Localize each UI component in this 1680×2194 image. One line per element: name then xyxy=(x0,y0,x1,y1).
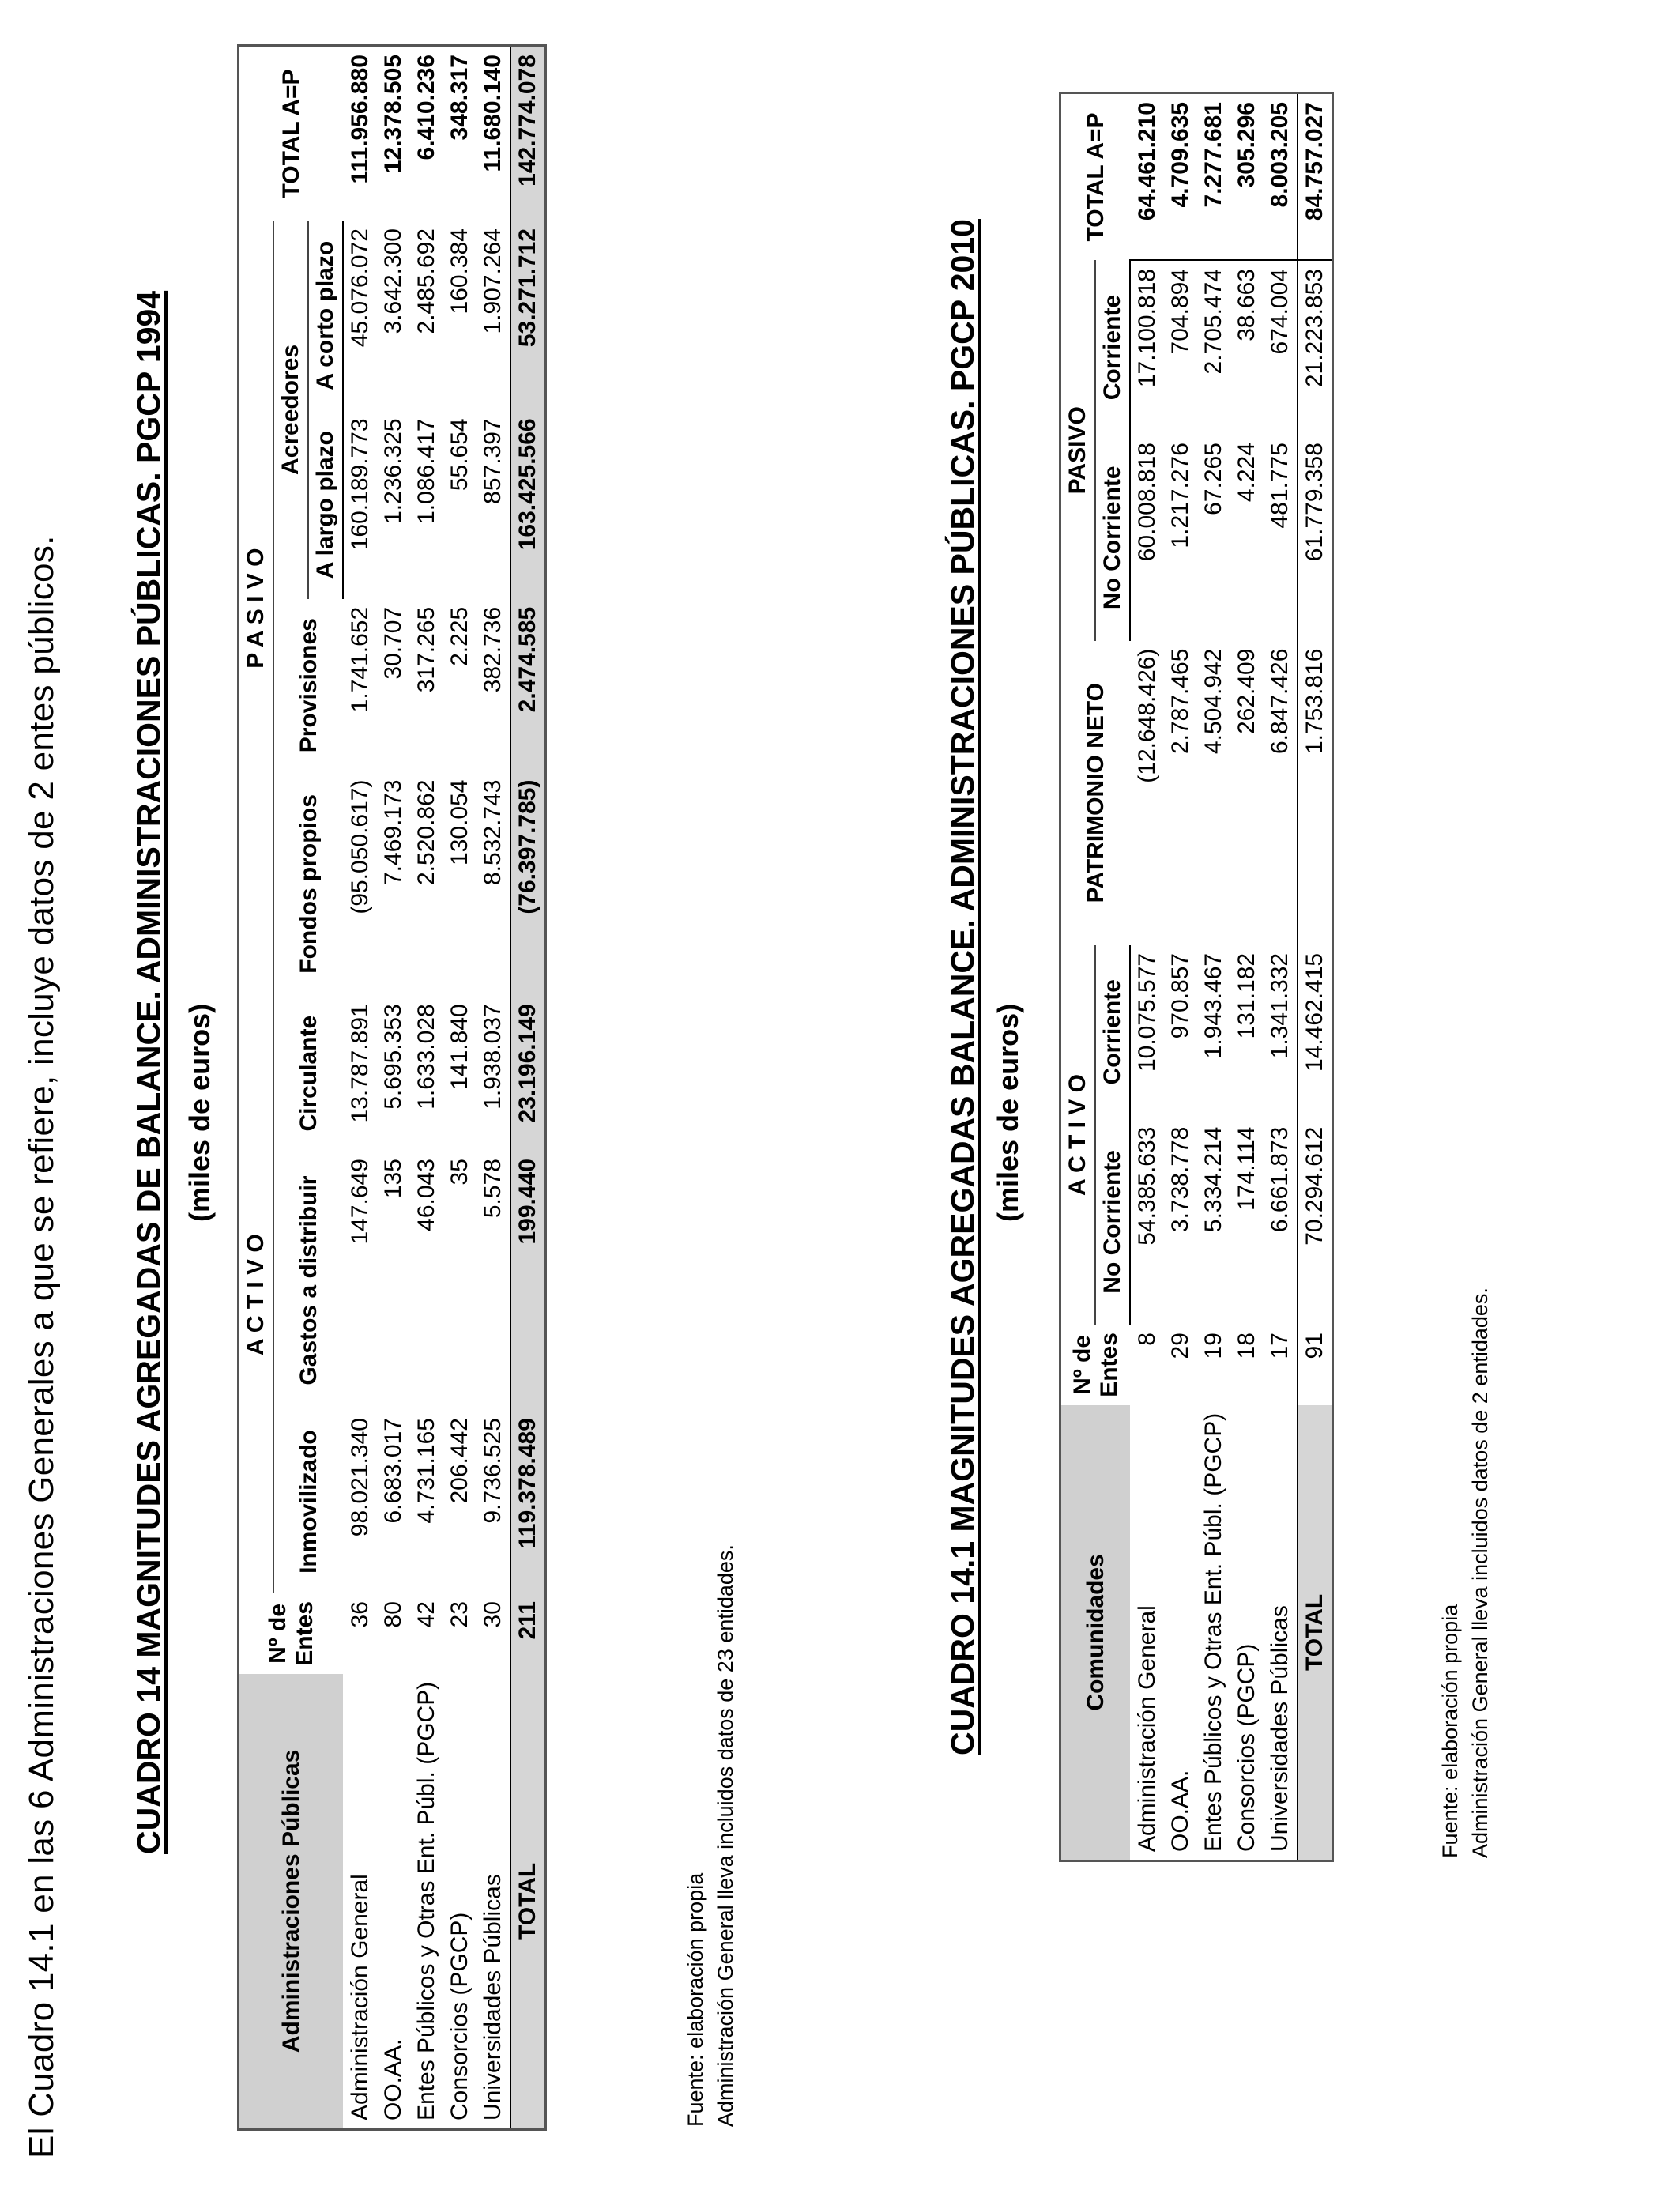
table-row xyxy=(1264,93,1298,1861)
cell: 6.683.017 xyxy=(380,1418,406,1524)
cell: 18 xyxy=(1234,1333,1260,1359)
cell: 6.410.236 xyxy=(413,55,439,160)
cell: 9.736.525 xyxy=(480,1418,506,1524)
cell: 674.004 xyxy=(1267,269,1293,355)
header-comunidades: Comunidades xyxy=(1060,1405,1131,1861)
cell: 80 xyxy=(380,1601,406,1628)
cell: 67.265 xyxy=(1200,443,1226,515)
cell: 7.469.173 xyxy=(380,779,406,885)
cell: 8.003.205 xyxy=(1264,93,1298,261)
cell: 60.008.818 xyxy=(1134,443,1160,562)
total-row xyxy=(1298,93,1333,1861)
cell: 70.294.612 xyxy=(1298,1119,1333,1325)
cell: 21.223.853 xyxy=(1298,260,1333,435)
row-label: Universidades Públicas xyxy=(1267,1605,1293,1852)
cell: 1.741.652 xyxy=(346,606,373,713)
cell: 1.236.325 xyxy=(380,418,406,524)
cell: 36 xyxy=(346,1601,373,1628)
header-entes: Nº de Entes xyxy=(1068,1333,1122,1397)
header-activo-no-corriente: No Corriente xyxy=(1095,1119,1130,1325)
table-row xyxy=(1164,93,1197,1861)
row-label: TOTAL xyxy=(1298,1405,1333,1861)
cell: (95.050.617) xyxy=(346,779,373,914)
cell: 857.397 xyxy=(480,418,506,504)
cell: 55.654 xyxy=(446,418,473,492)
table1 xyxy=(237,44,547,2131)
table-row xyxy=(1197,93,1230,1861)
table-row xyxy=(343,46,377,2130)
cell: 64.461.210 xyxy=(1130,93,1164,261)
cell: 12.378.505 xyxy=(380,55,406,174)
header-patrimonio: PATRIMONIO NETO xyxy=(1082,683,1109,903)
cell: 8.532.743 xyxy=(480,779,506,885)
row-label: Consorcios (PGCP) xyxy=(1234,1643,1260,1852)
cell: 4.731.165 xyxy=(413,1418,439,1524)
cell: 481.775 xyxy=(1267,443,1293,529)
cell: 2.705.474 xyxy=(1200,269,1226,375)
header-total: TOTAL A=P xyxy=(1082,112,1109,242)
cell: 382.736 xyxy=(480,606,506,693)
row-label: Universidades Públicas xyxy=(480,1874,506,2120)
cell: 6.661.873 xyxy=(1267,1126,1293,1233)
cell: 317.265 xyxy=(413,606,439,693)
cell: 119.378.489 xyxy=(510,1410,546,1593)
table2-source: Fuente: elaboración propia xyxy=(1438,1604,1462,1858)
cell: 91 xyxy=(1298,1325,1333,1405)
cell: 2.787.465 xyxy=(1167,648,1193,755)
table1-subtitle: (miles de euros) xyxy=(183,1003,216,1222)
header-inmovilizado: Inmovilizado xyxy=(295,1430,322,1574)
cell: 1.633.028 xyxy=(413,1004,439,1110)
cell: (12.648.426) xyxy=(1133,648,1160,783)
header-pasivo-corriente: Corriente xyxy=(1095,260,1130,435)
row-label: Entes Públicos y Otras Ent. Públ. (PGCP) xyxy=(1200,1412,1226,1852)
cell: (76.397.785) xyxy=(510,772,546,997)
row-label: OO.AA. xyxy=(1167,1770,1193,1852)
cell: 211 xyxy=(510,1593,546,1674)
cell: 2.520.862 xyxy=(413,779,439,885)
cell: 7.277.681 xyxy=(1197,93,1230,261)
header-circulante: Circulante xyxy=(295,1015,322,1132)
cell: 2.485.692 xyxy=(413,228,439,334)
table-row xyxy=(443,46,477,2130)
table2-footnote: Administración General lleva incluidos datos de 2 entidades. xyxy=(1468,1287,1492,1858)
header-largo: A largo plazo xyxy=(308,410,343,598)
cell: 5.578 xyxy=(480,1159,506,1219)
cell: 23.196.149 xyxy=(510,996,546,1151)
cell: 1.753.816 xyxy=(1298,641,1333,945)
table-row xyxy=(1130,93,1164,1861)
cell: 17 xyxy=(1267,1333,1293,1359)
header-pasivo: P A S I V O xyxy=(239,221,274,996)
header-admin: Administraciones Públicas xyxy=(239,1674,344,2130)
cell: 1.086.417 xyxy=(413,418,439,524)
header-acreedores: Acreedores xyxy=(273,221,308,599)
cell: 14.462.415 xyxy=(1298,945,1333,1119)
header-activo: A C T I V O xyxy=(239,996,274,1593)
row-label: Administración General xyxy=(1133,1605,1160,1852)
cell: 970.857 xyxy=(1167,952,1193,1039)
cell: 305.296 xyxy=(1230,93,1264,261)
cell: 348.317 xyxy=(446,55,473,141)
cell: 160.384 xyxy=(446,228,473,315)
row-label: Administración General xyxy=(346,1874,373,2120)
header-fondos: Fondos propios xyxy=(295,794,322,974)
cell: 54.385.633 xyxy=(1134,1126,1160,1246)
cell: 8 xyxy=(1133,1333,1160,1346)
cell: 174.114 xyxy=(1234,1126,1260,1211)
cell: 84.757.027 xyxy=(1298,93,1333,261)
cell: 11.680.140 xyxy=(480,55,506,172)
header-pasivo-no-corriente: No Corriente xyxy=(1095,435,1130,640)
cell: 35 xyxy=(446,1159,473,1186)
cell: 5.695.353 xyxy=(380,1004,406,1110)
cell: 19 xyxy=(1200,1333,1226,1359)
cell: 42 xyxy=(413,1601,439,1628)
cell: 13.787.891 xyxy=(346,1004,373,1123)
cell: 5.334.214 xyxy=(1200,1126,1226,1233)
cell: 17.100.818 xyxy=(1134,269,1160,388)
intro-text: El Cuadro 14.1 en las 6 Administraciones Generales a que se refiere, incluye datos de 2 entes públicos. xyxy=(22,535,61,2158)
table1-footnote: Administración General lleva incluidos datos de 23 entidades. xyxy=(714,1544,737,2127)
cell: 135 xyxy=(380,1159,406,1199)
table-row xyxy=(477,46,510,2130)
cell: 30.707 xyxy=(380,606,406,680)
cell: 111.956.880 xyxy=(346,55,373,184)
cell: 3.642.300 xyxy=(380,228,406,334)
cell: 1.943.467 xyxy=(1200,952,1226,1059)
cell: 199.440 xyxy=(510,1151,546,1410)
header-corto: A corto plazo xyxy=(308,221,343,410)
cell: 23 xyxy=(446,1601,473,1628)
cell: 147.649 xyxy=(346,1159,373,1245)
cell: 38.663 xyxy=(1234,269,1260,341)
cell: 1.341.332 xyxy=(1267,952,1293,1059)
table1-source: Fuente: elaboración propia xyxy=(684,1872,707,2127)
cell: 53.271.712 xyxy=(510,221,546,410)
cell: 130.054 xyxy=(446,779,473,865)
cell: 163.425.566 xyxy=(510,410,546,598)
cell: 61.779.358 xyxy=(1298,435,1333,640)
cell: 2.474.585 xyxy=(510,599,546,772)
cell: 4.709.635 xyxy=(1164,93,1197,261)
cell: 2.225 xyxy=(446,606,473,666)
header-pasivo: PASIVO xyxy=(1060,260,1096,641)
header-activo-corriente: Corriente xyxy=(1095,945,1130,1119)
table2 xyxy=(1059,92,1334,1862)
cell: 206.442 xyxy=(446,1418,473,1504)
row-label: Consorcios (PGCP) xyxy=(446,1912,473,2120)
table-row xyxy=(410,46,443,2130)
cell: 131.182 xyxy=(1234,952,1260,1039)
cell: 1.907.264 xyxy=(480,228,506,334)
cell: 141.840 xyxy=(446,1004,473,1090)
table2-subtitle: (miles de euros) xyxy=(992,1003,1024,1222)
row-label: OO.AA. xyxy=(380,2038,406,2120)
cell: 704.894 xyxy=(1167,269,1193,355)
cell: 142.774.078 xyxy=(510,46,546,221)
header-provisiones: Provisiones xyxy=(295,618,322,753)
cell: 45.076.072 xyxy=(347,228,373,348)
cell: 10.075.577 xyxy=(1134,952,1160,1072)
cell: 3.738.778 xyxy=(1167,1126,1193,1233)
cell: 4.504.942 xyxy=(1200,648,1226,755)
cell: 46.043 xyxy=(413,1159,439,1231)
cell: 6.847.426 xyxy=(1267,648,1293,755)
header-entes: Nº de Entes xyxy=(264,1601,318,1666)
table-row xyxy=(1230,93,1264,1861)
row-label: Entes Públicos y Otras Ent. Públ. (PGCP) xyxy=(413,1681,439,2120)
cell: 30 xyxy=(480,1601,506,1628)
total-row xyxy=(510,46,546,2130)
cell: 29 xyxy=(1167,1333,1193,1359)
row-label: TOTAL xyxy=(510,1674,546,2130)
cell: 98.021.340 xyxy=(346,1418,373,1537)
cell: 4.224 xyxy=(1234,443,1260,503)
cell: 1.217.276 xyxy=(1167,443,1193,548)
header-gastos: Gastos a distribuir xyxy=(295,1175,322,1385)
cell: 160.189.773 xyxy=(347,418,373,551)
header-total: TOTAL A=P xyxy=(277,69,304,198)
table1-title: CUADRO 14 MAGNITUDES AGREGADAS DE BALANCE. ADMINISTRACIONES PÚBLICAS. PGCP 1994 xyxy=(130,290,167,1854)
cell: 1.938.037 xyxy=(480,1004,506,1110)
table2-title: CUADRO 14.1 MAGNITUDES AGREGADAS BALANCE. ADMINISTRACIONES PÚBLICAS. PGCP 2010 xyxy=(944,219,981,1755)
header-activo: A C T I V O xyxy=(1060,945,1096,1325)
cell: 262.409 xyxy=(1234,648,1260,735)
table-row xyxy=(377,46,410,2130)
